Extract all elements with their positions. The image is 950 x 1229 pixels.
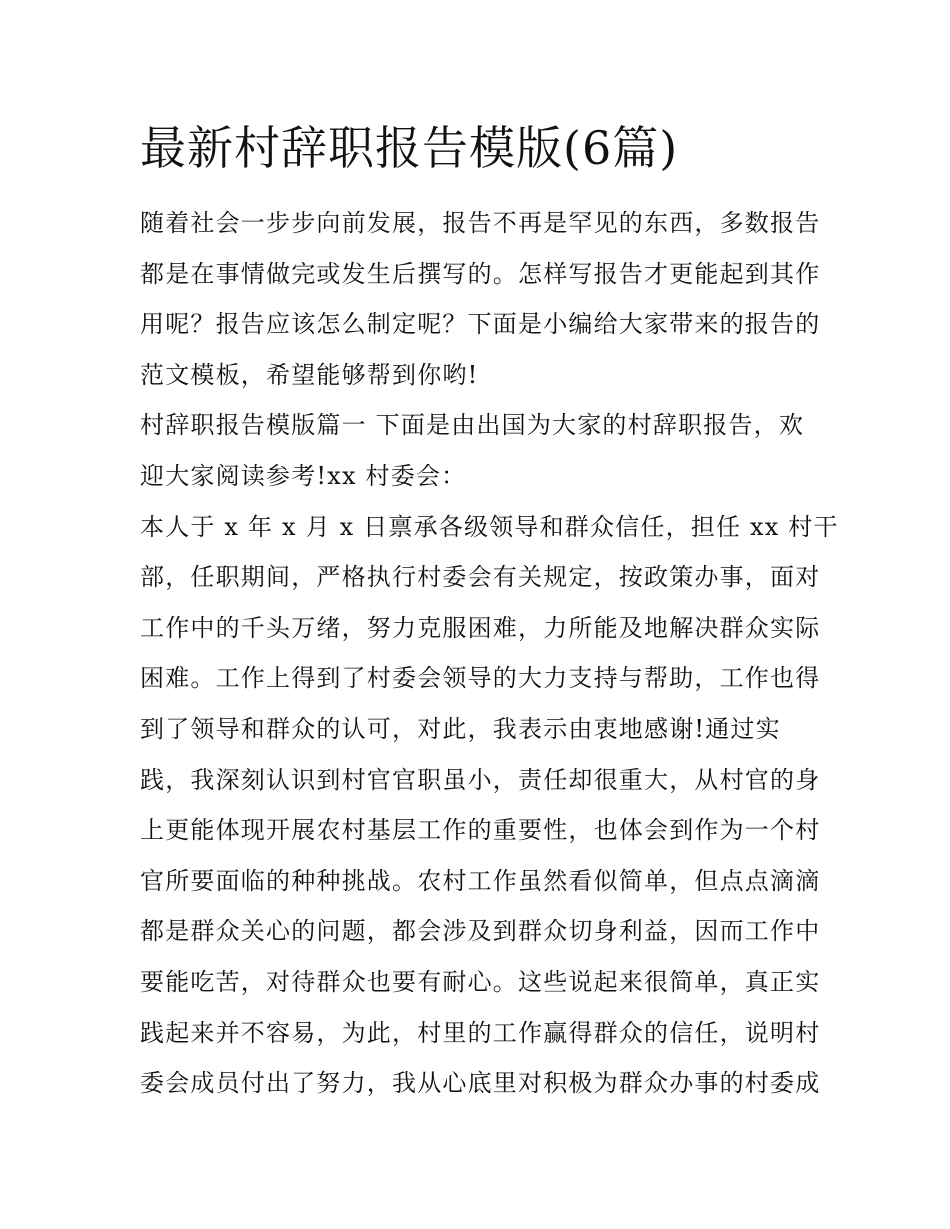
document-title: 最新村辞职报告模版(6篇) [140, 121, 679, 175]
text-line: 用呢？报告应该怎么制定呢？下面是小编给大家带来的报告的 [140, 310, 821, 339]
text-line: 委会成员付出了努力，我从心底里对积极为群众办事的村委成 [140, 1069, 821, 1098]
text-line: 践起来并不容易，为此，村里的工作赢得群众的信任，说明村 [140, 1018, 821, 1047]
text-line: 随着社会一步步向前发展，报告不再是罕见的东西，多数报告 [140, 209, 821, 237]
text-line: 范文模板，希望能够帮到你哟! [140, 360, 479, 389]
text-line: 迎大家阅读参考!xx 村委会： [140, 461, 467, 490]
text-line: 部，任职期间，严格执行村委会有关规定，按政策办事，面对 [140, 563, 821, 592]
text-line: 村辞职报告模版篇一 下面是由出国为大家的村辞职报告，欢 [140, 411, 805, 440]
text-line: 都是群众关心的问题，都会涉及到群众切身利益，因而工作中 [140, 917, 821, 946]
text-line: 践，我深刻认识到村官官职虽小，责任却很重大，从村官的身 [140, 765, 821, 794]
text-line: 上更能体现开展农村基层工作的重要性，也体会到作为一个村 [140, 816, 821, 845]
text-line: 到了领导和群众的认可，对此，我表示由衷地感谢!通过实 [140, 714, 781, 743]
text-line: 工作中的千头万绪，努力克服困难，力所能及地解决群众实际 [140, 613, 821, 642]
text-line: 本人于 x 年 x 月 x 日禀承各级领导和群众信任，担任 xx 村干 [140, 512, 839, 541]
text-line: 都是在事情做完或发生后撰写的。怎样写报告才更能起到其作 [140, 259, 821, 288]
document-body [140, 198, 839, 1109]
text-line: 困难。工作上得到了村委会领导的大力支持与帮助，工作也得 [140, 664, 821, 693]
text-line: 要能吃苦，对待群众也要有耐心。这些说起来很简单，真正实 [140, 967, 821, 996]
text-line: 官所要面临的种种挑战。农村工作虽然看似简单，但点点滴滴 [140, 866, 821, 895]
